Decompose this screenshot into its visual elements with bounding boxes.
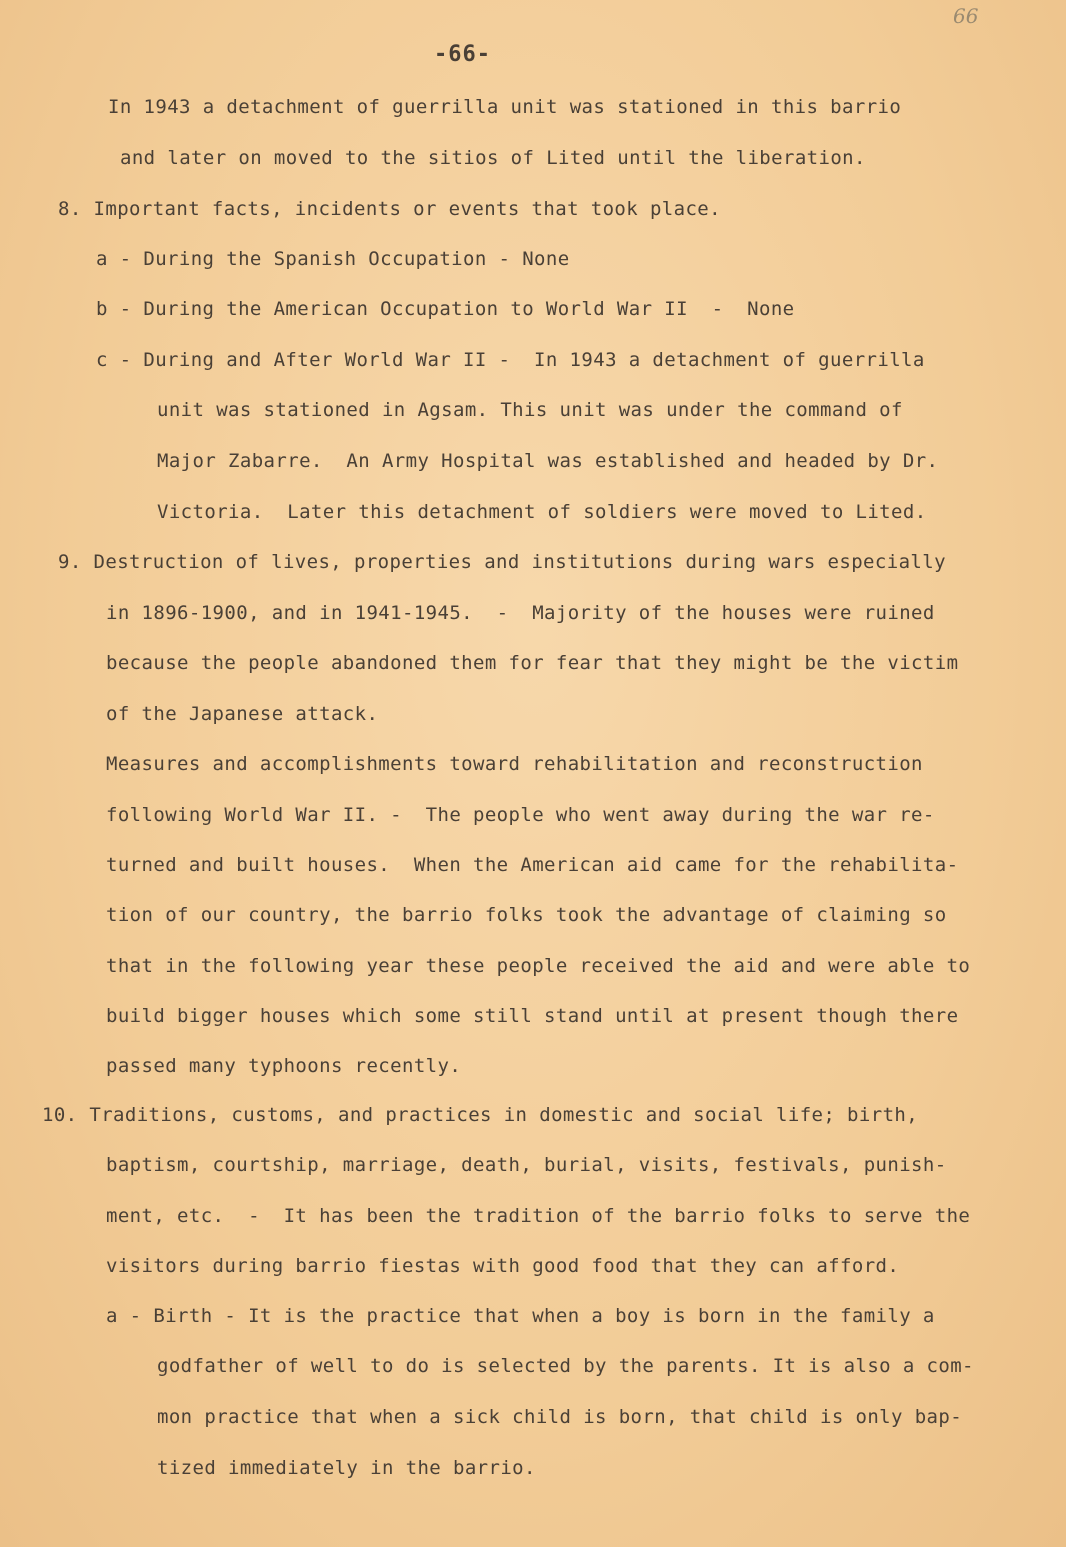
text-line: mon practice that when a sick child is born, that child is only bap-: [157, 1406, 963, 1428]
text-line: tion of our country, the barrio folks took the advantage of claiming so: [106, 904, 947, 926]
text-line: visitors during barrio fiestas with good food that they can afford.: [106, 1255, 900, 1277]
text-line: in 1896-1900, and in 1941-1945. - Majority of the houses were ruined: [106, 602, 935, 624]
text-line: following World War II. - The people who went away during the war re-: [106, 804, 935, 826]
text-line: godfather of well to do is selected by the parents. It is also a com-: [157, 1355, 974, 1377]
corner-page-mark: 66: [953, 4, 979, 28]
text-line: Major Zabarre. An Army Hospital was established and headed by Dr.: [157, 450, 939, 472]
text-line: passed many typhoons recently.: [106, 1055, 462, 1077]
text-line: 8. Important facts, incidents or events that took place.: [58, 198, 721, 220]
text-line: that in the following year these people received the aid and were able to: [106, 955, 971, 977]
text-line: a - Birth - It is the practice that when a boy is born in the family a: [106, 1305, 935, 1327]
text-line: turned and built houses. When the American aid came for the rehabilita-: [106, 854, 959, 876]
text-line: 10. Traditions, customs, and practices in domestic and social life; birth,: [42, 1104, 919, 1126]
text-line: unit was stationed in Agsam. This unit was under the command of: [157, 399, 903, 421]
text-line: build bigger houses which some still stand until at present though there: [106, 1005, 959, 1027]
text-line: of the Japanese attack.: [106, 703, 379, 725]
text-line: b - During the American Occupation to World War II - None: [96, 298, 795, 320]
text-line: c - During and After World War II - In 1943 a detachment of guerrilla: [96, 349, 925, 371]
text-line: Victoria. Later this detachment of soldiers were moved to Lited.: [157, 501, 927, 523]
text-line: and later on moved to the sitios of Lited until the liberation.: [120, 147, 866, 169]
text-line: In 1943 a detachment of guerrilla unit was stationed in this barrio: [108, 96, 902, 118]
page-number: -66-: [434, 42, 491, 67]
text-line: tized immediately in the barrio.: [157, 1457, 536, 1479]
text-line: 9. Destruction of lives, properties and institutions during wars especially: [58, 551, 946, 573]
text-line: Measures and accomplishments toward rehabilitation and reconstruction: [106, 753, 923, 775]
text-line: because the people abandoned them for fear that they might be the victim: [106, 652, 959, 674]
text-line: ment, etc. - It has been the tradition of the barrio folks to serve the: [106, 1205, 971, 1227]
text-line: baptism, courtship, marriage, death, burial, visits, festivals, punish-: [106, 1154, 947, 1176]
text-line: a - During the Spanish Occupation - None: [96, 248, 570, 270]
